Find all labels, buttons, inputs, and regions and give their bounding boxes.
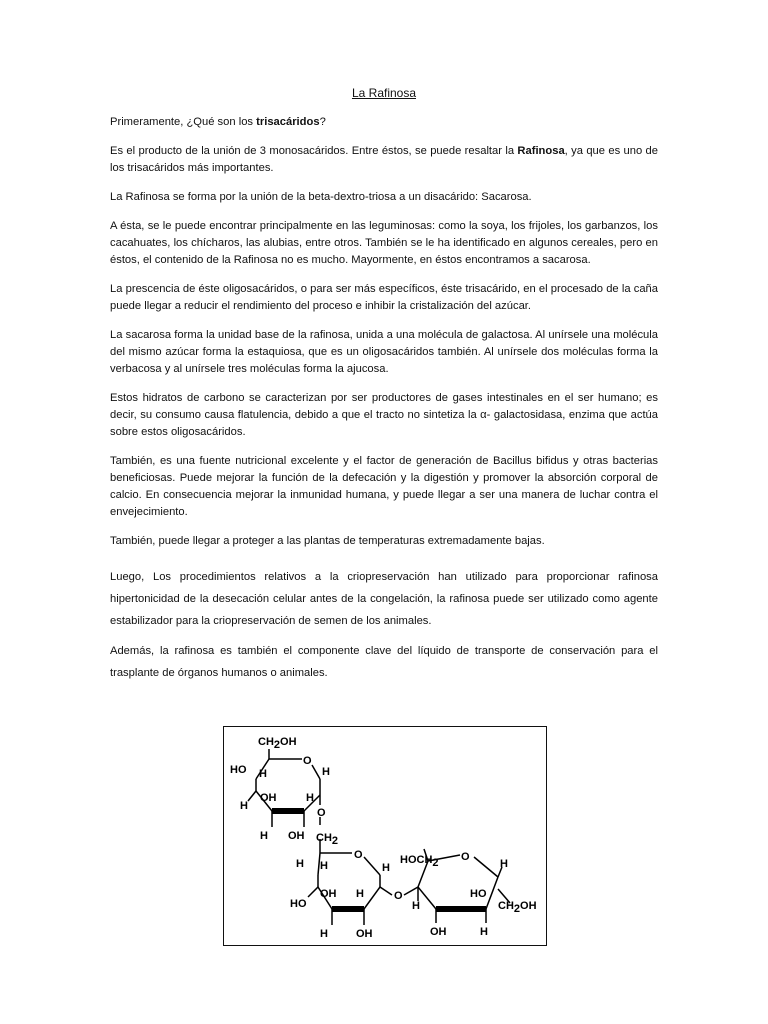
- label-ring1-ho: HO: [230, 764, 247, 776]
- label-ch2oh: CH2OH: [258, 736, 297, 751]
- document-page: [110, 86, 658, 692]
- paragraph-2: [110, 143, 658, 177]
- label-ring2-oh1: OH: [320, 888, 337, 900]
- label-ring1-h2: H: [322, 766, 330, 778]
- label-ring2-ho: HO: [290, 898, 307, 910]
- label-ring2-h3: H: [382, 862, 390, 874]
- paragraph-2-bold: Rafinosa: [517, 145, 565, 157]
- paragraph-10: Luego, Los procedimientos relativos a la criopreservación han utilizado para proporcionar rafinosa hipertonicidad de la desecación celular antes de la congelación, la rafinosa puede ser utilizado como agente estabilizador para la criopreservación de semen de los animales.: [110, 571, 658, 627]
- label-ring2-h4: H: [356, 888, 364, 900]
- label-ring1-oh1: OH: [260, 792, 277, 804]
- galactose-bold-edge: [272, 808, 304, 814]
- label-ring2-h1: H: [296, 858, 304, 870]
- label-ring2-o: O: [354, 849, 363, 861]
- paragraph-2-text: Es el producto de la unión de 3 monosacáridos. Entre éstos, se puede resaltar la: [110, 145, 518, 157]
- label-ring3-h3: H: [480, 926, 488, 938]
- document-title: La Rafinosa: [351, 86, 417, 100]
- raffinose-structure-figure: [223, 726, 547, 946]
- paragraph-9: También, puede llegar a proteger a las plantas de temperaturas extremadamente bajas.: [110, 535, 545, 547]
- label-ch2: CH2: [316, 832, 339, 847]
- label-ring2-h5: H: [320, 928, 328, 940]
- paragraph-4: A ésta, se le puede encontrar principalmente en las leguminosas: como la soya, los frijoles, los garbanzos, los cacahuates, los chícharos, las alubias, entre otros. También se le ha identificado en algunos cereales, pero en éstos, el contenido de la Rafinosa no es mucho. Mayormente, en éstos encontramos a sacarosa.: [110, 220, 658, 266]
- paragraph-11: Además, la rafinosa es también el componente clave del líquido de transporte de conservación para el trasplante de órganos humanos o animales.: [110, 645, 658, 679]
- paragraph-3: La Rafinosa se forma por la unión de la beta-dextro-triosa a un disacárido: Sacarosa.: [110, 191, 532, 203]
- paragraph-6: La sacarosa forma la unidad base de la rafinosa, unida a una molécula de galactosa. Al unírsele una molécula del mismo azúcar forma la estaquiosa, que es un oligosacáridos también. Al unírsele dos moléculas forma la verbacosa y al unírsele tres moléculas forma la ajucosa.: [110, 329, 658, 375]
- glucose-bold-edge: [332, 906, 364, 912]
- label-ring3-o: O: [461, 851, 470, 863]
- label-ring3-ho: HO: [470, 888, 487, 900]
- label-ring2-h2: H: [320, 860, 328, 872]
- paragraph-1-bold: trisacáridos: [256, 116, 320, 128]
- label-ring1-oh2: OH: [288, 830, 305, 842]
- paragraph-1: [110, 114, 658, 131]
- fructose-bold-edge: [436, 906, 486, 912]
- label-ring3-h1: H: [500, 858, 508, 870]
- label-ring1-o: O: [303, 755, 312, 767]
- label-ring3-ch2oh: CH2OH: [498, 900, 537, 915]
- paragraph-8: También, es una fuente nutricional excelente y el factor de generación de Bacillus bifidus y otras bacterias beneficiosas. Puede mejorar la función de la defecación y la digestión y promover la absorción corporal de calcio. En consecuencia mejorar la inmunidad humana, y puede llegar a ser una manera de luchar contra el envejecimiento.: [110, 455, 658, 518]
- label-ring3-oh: OH: [430, 926, 447, 938]
- label-ring2-link-o: O: [394, 890, 403, 902]
- raffinose-structure-diagram: [224, 727, 546, 945]
- label-hoch2: HOCH2: [400, 854, 439, 869]
- label-ring3-h2: H: [412, 900, 420, 912]
- paragraph-1-end: ?: [319, 116, 326, 128]
- paragraph-7: Estos hidratos de carbono se caracterizan por ser productores de gases intestinales en el ser humano; es decir, su consumo causa flatulencia, debido a que el tracto no sintetiza la α- galactosidasa, enzima que actúa sobre estos oligosacáridos.: [110, 392, 658, 438]
- label-ring1-h3: H: [240, 800, 248, 812]
- label-ring1-h1: H: [259, 768, 267, 780]
- label-ring2-oh2: OH: [356, 928, 373, 940]
- paragraph-5: La prescencia de éste oligosacáridos, o para ser más específicos, éste trisacárido, en el procesado de la caña puede llegar a reducir el rendimiento del proceso e inhibir la cristalización del azúcar.: [110, 283, 658, 312]
- paragraph-2-end: , ya que es uno de los trisacáridos más importantes.: [110, 145, 658, 174]
- paragraph-1-text: Primeramente, ¿Qué son los: [110, 116, 257, 128]
- label-ring1-h5: H: [260, 830, 268, 842]
- label-ring1-h4: H: [306, 792, 314, 804]
- label-ring1-link-o: O: [317, 807, 326, 819]
